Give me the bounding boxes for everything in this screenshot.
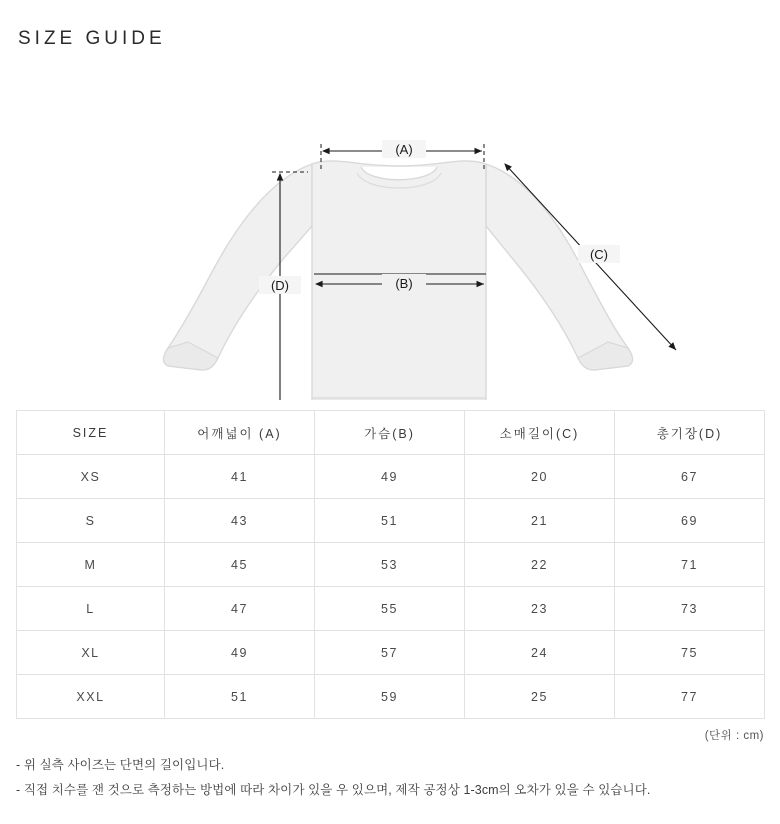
table-row — [17, 631, 765, 675]
cell-size: M — [17, 543, 165, 587]
cell-shoulder: 51 — [165, 675, 315, 719]
label-c: (C) — [589, 247, 609, 262]
cell-size: XL — [17, 631, 165, 675]
table-row — [17, 675, 765, 719]
table-header-row — [17, 411, 765, 455]
cell-sleeve: 22 — [465, 543, 615, 587]
cell-shoulder: 43 — [165, 499, 315, 543]
size-table — [16, 410, 765, 719]
cell-length: 71 — [615, 543, 765, 587]
cell-chest: 49 — [315, 455, 465, 499]
cell-sleeve: 24 — [465, 631, 615, 675]
cell-sleeve: 23 — [465, 587, 615, 631]
table-row — [17, 587, 765, 631]
cell-length: 73 — [615, 587, 765, 631]
garment-diagram — [16, 60, 764, 400]
table-row — [17, 455, 765, 499]
cell-chest: 55 — [315, 587, 465, 631]
cell-shoulder: 41 — [165, 455, 315, 499]
cell-size: S — [17, 499, 165, 543]
cell-chest: 57 — [315, 631, 465, 675]
note-line-1: - 위 실측 사이즈는 단면의 길이입니다. — [16, 758, 225, 772]
cell-size: XS — [17, 455, 165, 499]
cell-shoulder: 49 — [165, 631, 315, 675]
label-b: (B) — [395, 276, 413, 291]
cell-shoulder: 47 — [165, 587, 315, 631]
cell-sleeve: 25 — [465, 675, 615, 719]
column-header-shoulder: 어깨넓이 (A) — [165, 411, 315, 455]
page-title: SIZE GUIDE — [18, 28, 166, 49]
table-row — [17, 499, 765, 543]
column-header-sleeve: 소매길이(C) — [465, 411, 615, 455]
cell-length: 77 — [615, 675, 765, 719]
notes-section — [16, 757, 764, 799]
cell-sleeve: 21 — [465, 499, 615, 543]
cell-size: XXL — [17, 675, 165, 719]
label-a: (A) — [395, 142, 413, 157]
cell-length: 75 — [615, 631, 765, 675]
cell-length: 69 — [615, 499, 765, 543]
cell-shoulder: 45 — [165, 543, 315, 587]
cell-chest: 53 — [315, 543, 465, 587]
cell-sleeve: 20 — [465, 455, 615, 499]
table-row — [17, 543, 765, 587]
garment-diagram-svg — [16, 60, 764, 400]
cell-size: L — [17, 587, 165, 631]
cell-length: 67 — [615, 455, 765, 499]
column-header-length: 총기장(D) — [615, 411, 765, 455]
label-d: (D) — [270, 278, 290, 293]
cell-chest: 59 — [315, 675, 465, 719]
cell-chest: 51 — [315, 499, 465, 543]
column-header-size: SIZE — [17, 411, 165, 455]
note-line-2: - 직접 치수를 잰 것으로 측정하는 방법에 따라 차이가 있을 우 있으며, 제작 공정상 1-3cm의 오차가 있을 수 있습니다. — [16, 782, 651, 797]
column-header-chest: 가슴(B) — [315, 411, 465, 455]
unit-note: (단위 : cm) — [704, 730, 764, 742]
